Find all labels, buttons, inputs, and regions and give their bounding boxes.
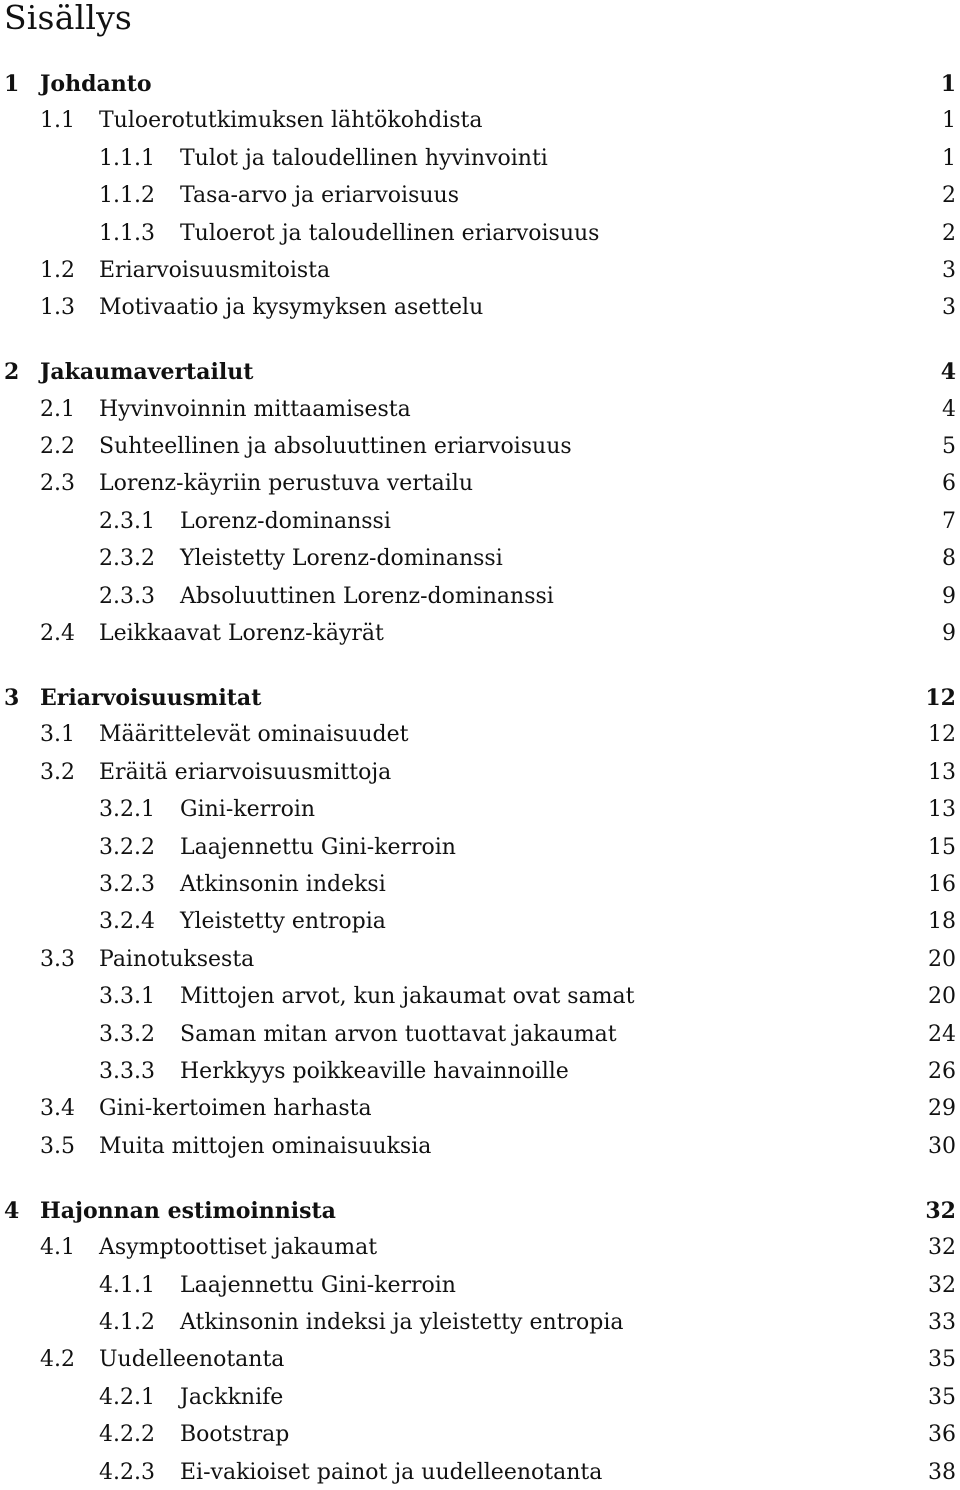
toc-entry-title: Lorenz-dominanssi [180, 509, 391, 534]
toc-entry-title: Lorenz-käyriin perustuva vertailu [99, 471, 473, 496]
toc-entry-page-number: 33 [928, 1310, 956, 1335]
toc-entry-section[interactable] [0, 291, 956, 325]
toc-entry-page-number: 20 [928, 947, 956, 972]
toc-entry-number: 2.3.2 [99, 546, 155, 571]
toc-entry-title: Tuloerot ja taloudellinen eriarvoisuus [180, 221, 600, 246]
toc-entry-title: Yleistetty Lorenz-dominanssi [180, 546, 503, 571]
toc-entry-chapter[interactable] [0, 1194, 956, 1228]
toc-entry-section[interactable] [0, 104, 956, 138]
toc-entry-chapter[interactable] [0, 67, 956, 101]
toc-entry-title: Muita mittojen ominaisuuksia [99, 1134, 432, 1159]
toc-entry-page-number: 30 [928, 1134, 956, 1159]
toc-entry-title: Laajennettu Gini-kerroin [180, 1273, 456, 1298]
toc-entry-title: Eriarvoisuusmitat [40, 685, 262, 711]
toc-entry-page-number: 26 [928, 1059, 956, 1084]
toc-entry-title: Bootstrap [180, 1422, 290, 1447]
toc-entry-chapter[interactable] [0, 681, 956, 715]
toc-entry-section[interactable] [0, 718, 956, 752]
toc-entry-page-number: 32 [928, 1273, 956, 1298]
toc-entry-number: 2.3.3 [99, 584, 155, 609]
toc-entry-title: Tulot ja taloudellinen hyvinvointi [180, 146, 548, 171]
toc-entry-title: Jackknife [180, 1385, 284, 1410]
toc-entry-page-number: 32 [928, 1235, 956, 1260]
page-title: Sisällys [4, 0, 133, 37]
toc-entry-title: Mittojen arvot, kun jakaumat ovat samat [180, 984, 635, 1009]
toc-entry-page-number: 4 [942, 397, 956, 422]
toc-entry-page-number: 15 [928, 835, 956, 860]
toc-entry-page-number: 3 [942, 295, 956, 320]
toc-entry-page-number: 8 [942, 546, 956, 571]
toc-entry-title: Tuloerotutkimuksen lähtökohdista [99, 108, 483, 133]
toc-entry-title: Asymptoottiset jakaumat [99, 1235, 378, 1260]
toc-entry-subsection[interactable] [0, 1269, 956, 1303]
toc-entry-page-number: 12 [925, 685, 956, 711]
toc-entry-title: Uudelleenotanta [99, 1347, 285, 1372]
toc-entry-subsection[interactable] [0, 1018, 956, 1052]
toc-entry-section[interactable] [0, 430, 956, 464]
toc-entry-section[interactable] [0, 1343, 956, 1377]
toc-entry-subsection[interactable] [0, 1456, 956, 1490]
toc-entry-page-number: 32 [925, 1198, 956, 1224]
toc-entry-title: Suhteellinen ja absoluuttinen eriarvoisuus [99, 434, 572, 459]
toc-entry-number: 3.2.4 [99, 909, 155, 934]
toc-entry-title: Hyvinvoinnin mittaamisesta [99, 397, 411, 422]
toc-entry-section[interactable] [0, 1092, 956, 1126]
toc-entry-number: 2.2 [40, 434, 75, 459]
toc-entry-number: 3.2.2 [99, 835, 155, 860]
toc-entry-title: Tasa-arvo ja eriarvoisuus [180, 183, 459, 208]
toc-entry-title: Leikkaavat Lorenz-käyrät [99, 621, 384, 646]
toc-entry-page-number: 16 [928, 872, 956, 897]
toc-entry-page-number: 5 [942, 434, 956, 459]
toc-entry-section[interactable] [0, 756, 956, 790]
toc-entry-subsection[interactable] [0, 542, 956, 576]
toc-entry-title: Yleistetty entropia [180, 909, 386, 934]
toc-entry-title: Jakaumavertailut [40, 359, 254, 385]
toc-entry-number: 1 [4, 71, 20, 97]
toc-entry-subsection[interactable] [0, 905, 956, 939]
toc-entry-title: Atkinsonin indeksi [180, 872, 386, 897]
toc-entry-number: 4.1.1 [99, 1273, 155, 1298]
toc-entry-number: 3.3.2 [99, 1022, 155, 1047]
toc-entry-number: 4.2 [40, 1347, 75, 1372]
toc-entry-number: 2.3.1 [99, 509, 155, 534]
toc-entry-page-number: 24 [928, 1022, 956, 1047]
toc-entry-number: 3.3 [40, 947, 75, 972]
toc-entry-page-number: 3 [942, 258, 956, 283]
toc-entry-number: 3.1 [40, 722, 75, 747]
toc-entry-title: Ei-vakioiset painot ja uudelleenotanta [180, 1460, 603, 1485]
toc-entry-subsection[interactable] [0, 868, 956, 902]
toc-entry-title: Määrittelevät ominaisuudet [99, 722, 409, 747]
toc-entry-page-number: 38 [928, 1460, 956, 1485]
toc-entry-subsection[interactable] [0, 1418, 956, 1452]
toc-entry-number: 3.3.3 [99, 1059, 155, 1084]
toc-entry-section[interactable] [0, 617, 956, 651]
toc-entry-number: 1.2 [40, 258, 75, 283]
toc-entry-number: 3 [4, 685, 20, 711]
toc-entry-number: 4.2.1 [99, 1385, 155, 1410]
toc-entry-page-number: 1 [942, 146, 956, 171]
toc-entry-title: Laajennettu Gini-kerroin [180, 835, 456, 860]
toc-entry-number: 3.4 [40, 1096, 75, 1121]
toc-entry-page-number: 36 [928, 1422, 956, 1447]
toc-entry-section[interactable] [0, 254, 956, 288]
toc-entry-page-number: 2 [942, 221, 956, 246]
toc-entry-subsection[interactable] [0, 142, 956, 176]
toc-entry-title: Eräitä eriarvoisuusmittoja [99, 760, 392, 785]
toc-entry-number: 1.1 [40, 108, 75, 133]
toc-entry-page-number: 35 [928, 1385, 956, 1410]
toc-entry-page-number: 13 [928, 760, 956, 785]
toc-entry-number: 2.1 [40, 397, 75, 422]
toc-entry-chapter[interactable] [0, 355, 956, 389]
toc-entry-page-number: 18 [928, 909, 956, 934]
toc-entry-subsection[interactable] [0, 580, 956, 614]
toc-entry-number: 1.1.1 [99, 146, 155, 171]
toc-entry-title: Atkinsonin indeksi ja yleistetty entropia [180, 1310, 624, 1335]
toc-entry-subsection[interactable] [0, 217, 956, 251]
toc-entry-title: Saman mitan arvon tuottavat jakaumat [180, 1022, 617, 1047]
toc-entry-title: Gini-kerroin [180, 797, 316, 822]
toc-entry-subsection[interactable] [0, 179, 956, 213]
toc-entry-number: 3.2 [40, 760, 75, 785]
toc-entry-page-number: 9 [942, 584, 956, 609]
toc-entry-page-number: 12 [928, 722, 956, 747]
toc-entry-page-number: 6 [942, 471, 956, 496]
toc-entry-title: Eriarvoisuusmitoista [99, 258, 331, 283]
toc-entry-subsection[interactable] [0, 1306, 956, 1340]
toc-entry-title: Absoluuttinen Lorenz-dominanssi [180, 584, 554, 609]
toc-entry-number: 1.1.3 [99, 221, 155, 246]
toc-entry-number: 3.5 [40, 1134, 75, 1159]
toc-entry-page-number: 1 [940, 71, 956, 97]
toc-entry-page-number: 13 [928, 797, 956, 822]
toc-entry-section[interactable] [0, 943, 956, 977]
toc-entry-title: Hajonnan estimoinnista [40, 1198, 336, 1224]
toc-entry-page-number: 29 [928, 1096, 956, 1121]
toc-entry-section[interactable] [0, 1231, 956, 1265]
toc-entry-title: Motivaatio ja kysymyksen asettelu [99, 295, 484, 320]
toc-entry-page-number: 2 [942, 183, 956, 208]
toc-entry-section[interactable] [0, 467, 956, 501]
toc-entry-subsection[interactable] [0, 793, 956, 827]
toc-entry-title: Painotuksesta [99, 947, 255, 972]
toc-entry-subsection[interactable] [0, 1055, 956, 1089]
toc-entry-number: 2.4 [40, 621, 75, 646]
toc-entry-number: 2.3 [40, 471, 75, 496]
toc-entry-number: 2 [4, 359, 20, 385]
toc-entry-number: 4.2.3 [99, 1460, 155, 1485]
toc-entry-title: Gini-kertoimen harhasta [99, 1096, 372, 1121]
toc-entry-page-number: 35 [928, 1347, 956, 1372]
toc-entry-section[interactable] [0, 1130, 956, 1164]
toc-entry-subsection[interactable] [0, 505, 956, 539]
toc-entry-subsection[interactable] [0, 980, 956, 1014]
toc-entry-number: 3.3.1 [99, 984, 155, 1009]
toc-entry-page-number: 9 [942, 621, 956, 646]
toc-entry-number: 4.2.2 [99, 1422, 155, 1447]
toc-entry-subsection[interactable] [0, 831, 956, 865]
toc-entry-title: Johdanto [40, 71, 152, 97]
toc-entry-number: 4.1 [40, 1235, 75, 1260]
toc-entry-page-number: 4 [940, 359, 956, 385]
toc-entry-number: 3.2.1 [99, 797, 155, 822]
toc-entry-page-number: 7 [942, 509, 956, 534]
toc-entry-section[interactable] [0, 393, 956, 427]
toc-entry-number: 4.1.2 [99, 1310, 155, 1335]
toc-entry-number: 4 [4, 1198, 20, 1224]
toc-entry-number: 1.3 [40, 295, 75, 320]
toc-entry-page-number: 1 [942, 108, 956, 133]
toc-entry-number: 3.2.3 [99, 872, 155, 897]
toc-entry-title: Herkkyys poikkeaville havainnoille [180, 1059, 569, 1084]
toc-entry-page-number: 20 [928, 984, 956, 1009]
toc-entry-subsection[interactable] [0, 1381, 956, 1415]
toc-entry-number: 1.1.2 [99, 183, 155, 208]
